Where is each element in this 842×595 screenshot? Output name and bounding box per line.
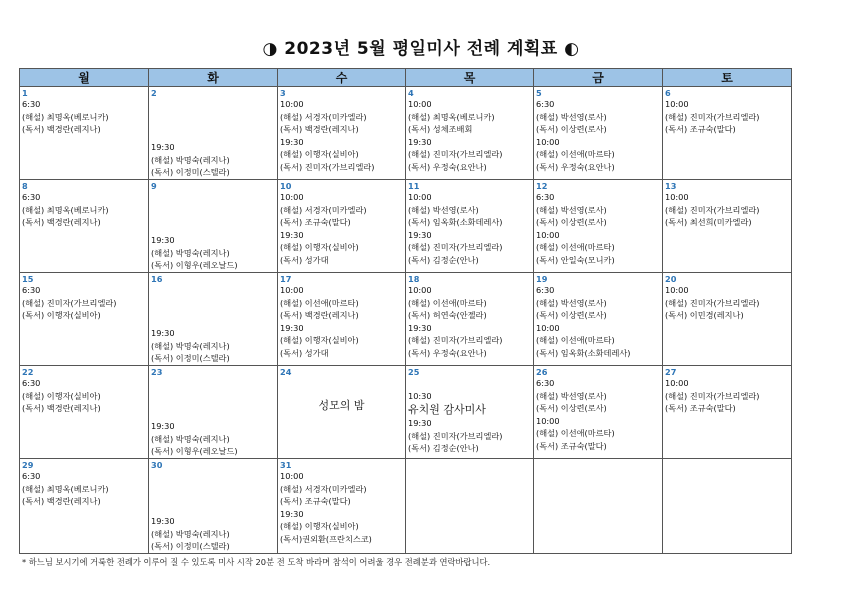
schedule-line: 10:00 [408, 285, 432, 295]
schedule-line: (해설) 박선영(로사) [536, 297, 607, 308]
day-number: 8 [22, 181, 28, 191]
day-cell [534, 273, 663, 366]
day-cell [663, 273, 792, 366]
day-number: 29 [22, 460, 34, 470]
schedule-line: (해설) 이선애(마르타) [536, 428, 615, 439]
evening-schedule [151, 141, 230, 179]
schedule-line: 10:00 [665, 192, 689, 202]
schedule-line: (독서) 이행자(실비아) [22, 310, 101, 321]
schedule-line: (독서) 이상련(로사) [536, 124, 607, 135]
schedule-line: (해설) 이행자(실비아) [280, 242, 359, 253]
day-number: 12 [536, 181, 548, 191]
schedule-line [408, 377, 531, 390]
schedule-line: (해설) 이선애(마르타) [536, 149, 615, 160]
day-cell [663, 366, 792, 459]
schedule-line: (해설) 최명옥(베로니카) [22, 483, 109, 494]
schedule-line: (독서) 이상련(로사) [536, 403, 607, 414]
schedule-line: (독서) 김정순(안나) [408, 443, 479, 454]
week-row [20, 180, 792, 273]
schedule-line: 6:30 [536, 192, 555, 202]
page-title: ◑ 2023년 5월 평일미사 전례 계획표 ◐ [262, 39, 580, 59]
day-cell [663, 87, 792, 180]
day-number: 10 [280, 181, 292, 191]
schedule-line: 19:30 [151, 516, 175, 527]
weekday-mon: 월 [20, 69, 149, 87]
schedule-line: 10:00 [280, 471, 304, 481]
day-cell [149, 273, 278, 366]
day-cell [278, 273, 406, 366]
schedule-line: (독서) 성가대 [280, 254, 329, 265]
schedule-line: (독서) 이정미(스텔라) [151, 541, 230, 552]
day-number: 19 [536, 274, 548, 284]
day-number: 2 [151, 88, 157, 98]
day-number: 31 [280, 460, 292, 470]
day-number: 26 [536, 367, 548, 377]
day-cell [406, 87, 534, 180]
schedule-line: (독서) 이형우(레오날드) [151, 260, 238, 271]
schedule-line: (독서) 성가대 [280, 347, 329, 358]
day-number: 5 [536, 88, 542, 98]
day-cell [534, 87, 663, 180]
schedule-line: (해설) 박명숙(레지나) [151, 154, 230, 165]
schedule-line: (독서) 안일숙(모니카) [536, 254, 615, 265]
day-number: 1 [22, 88, 28, 98]
schedule-line: 10:00 [536, 415, 560, 426]
schedule-line: (해설) 이행자(실비아) [280, 149, 359, 160]
day-cell [20, 459, 149, 554]
day-cell [534, 459, 663, 554]
day-cell [406, 366, 534, 459]
schedule-line: (해설) 박명숙(레지나) [151, 528, 230, 539]
schedule-line: (해설) 이행자(실비아) [280, 521, 359, 532]
day-cell [20, 366, 149, 459]
schedule-line: (해설) 진미자(가브리엘라) [665, 297, 760, 308]
schedule-line: (해설) 박선영(로사) [408, 204, 479, 215]
week-row [20, 366, 792, 459]
schedule-line: 10:00 [665, 378, 689, 388]
schedule-line: (독서) 우정숙(요안나) [536, 161, 615, 172]
weekday-tue: 화 [149, 69, 278, 87]
day-number: 18 [408, 274, 420, 284]
schedule-line: 6:30 [536, 99, 555, 109]
schedule-line: 10:00 [408, 99, 432, 109]
schedule-line: (독서)권외환(프란치스코) [280, 533, 372, 544]
schedule-line: 19:30 [280, 136, 304, 147]
schedule-line: 6:30 [22, 285, 41, 295]
schedule-line: (독서) 조규숙(말다) [665, 403, 736, 414]
schedule-line: 6:30 [536, 378, 555, 388]
schedule-line: (독서) 이민경(레지나) [665, 310, 744, 321]
day-number: 16 [151, 274, 163, 284]
schedule-line: (독서) 이형우(레오날드) [151, 446, 238, 457]
special-event: 성모의 밤 [318, 399, 365, 412]
schedule-line: (해설) 진미자(가브리엘라) [665, 204, 760, 215]
day-cell [20, 180, 149, 273]
week-row [20, 87, 792, 180]
schedule-line: (독서) 백경란(레지나) [22, 403, 101, 414]
day-number: 20 [665, 274, 677, 284]
schedule-line: (독서) 백경란(레지나) [22, 496, 101, 507]
schedule-line: (독서) 조규숙(말다) [536, 440, 607, 451]
special-event: 유치원 감사미사 [408, 403, 486, 417]
schedule-line: (독서) 이정미(스텔라) [151, 353, 230, 364]
schedule-line: (해설) 진미자(가브리엘라) [665, 111, 760, 122]
schedule-line: (해설) 박선영(로사) [536, 390, 607, 401]
day-number: 24 [280, 367, 292, 377]
schedule-line: (해설) 최명옥(베로니카) [22, 111, 109, 122]
schedule-line: (독서) 백경란(레지나) [22, 124, 101, 135]
schedule-line: (독서) 김정순(안나) [408, 254, 479, 265]
schedule-line: (독서) 진미자(가브리엘라) [280, 161, 375, 172]
schedule-line: 10:00 [280, 285, 304, 295]
schedule-line: (해설) 박선영(로사) [536, 204, 607, 215]
schedule-line: 19:30 [280, 229, 304, 240]
day-cell [20, 87, 149, 180]
schedule-line: (해설) 진미자(가브리엘라) [665, 390, 760, 401]
schedule-line: 10:00 [665, 99, 689, 109]
schedule-line: (독서) 백경란(레지나) [280, 310, 359, 321]
day-number: 6 [665, 88, 671, 98]
day-number: 23 [151, 367, 163, 377]
day-cell [406, 180, 534, 273]
day-number: 30 [151, 460, 163, 470]
evening-schedule [151, 420, 238, 458]
schedule-line: 10:00 [665, 285, 689, 295]
day-cell [406, 459, 534, 554]
schedule-line: (독서) 이정미(스텔라) [151, 167, 230, 178]
day-cell [278, 87, 406, 180]
day-number: 11 [408, 181, 420, 191]
schedule-line: (해설) 이선애(마르타) [536, 242, 615, 253]
day-number: 27 [665, 367, 677, 377]
schedule-line: 6:30 [22, 471, 41, 481]
schedule-line: (독서) 우정숙(요안나) [408, 161, 487, 172]
day-number: 22 [22, 367, 34, 377]
schedule-line: (해설) 박선영(로사) [536, 111, 607, 122]
schedule-line: (해설) 박명숙(레지나) [151, 247, 230, 258]
schedule-line: 10:00 [408, 192, 432, 202]
schedule-line: (독서) 허연숙(안젤라) [408, 310, 487, 321]
weekday-wed: 수 [278, 69, 406, 87]
schedule-line: 6:30 [22, 378, 41, 388]
day-cell [534, 180, 663, 273]
schedule-line: 6:30 [22, 99, 41, 109]
schedule-line: 19:30 [151, 421, 175, 432]
day-cell [663, 459, 792, 554]
schedule-line: 10:00 [536, 136, 560, 147]
schedule-line: (독서) 조규숙(말다) [665, 124, 736, 135]
schedule-line: (해설) 진미자(가브리엘라) [408, 430, 503, 441]
day-number: 3 [280, 88, 286, 98]
schedule-line: (해설) 진미자(가브리엘라) [408, 242, 503, 253]
day-cell [149, 366, 278, 459]
schedule-line: 19:30 [280, 508, 304, 519]
schedule-line: (독서) 임옥화(소화데레사) [408, 217, 503, 228]
schedule-line: (해설) 최명옥(베로니카) [408, 111, 495, 122]
schedule-line: 19:30 [151, 328, 175, 339]
schedule-line: (독서) 우정숙(요안나) [408, 347, 487, 358]
schedule-line: (해설) 이행자(실비아) [280, 335, 359, 346]
schedule-line: (해설) 최명옥(베로니카) [22, 204, 109, 215]
schedule-line: (독서) 조규숙(말다) [280, 496, 351, 507]
schedule-line: (해설) 이선애(마르타) [408, 297, 487, 308]
schedule-line: 19:30 [151, 142, 175, 153]
schedule-line: (독서) 성체조배회 [408, 124, 473, 135]
day-number: 17 [280, 274, 292, 284]
schedule-line: (독서) 백경란(레지나) [22, 217, 101, 228]
weekday-sat: 토 [663, 69, 792, 87]
schedule-line: 10:00 [280, 192, 304, 202]
day-cell [20, 273, 149, 366]
day-cell [149, 180, 278, 273]
day-cell [278, 366, 406, 459]
schedule-line: (해설) 박명숙(레지나) [151, 340, 230, 351]
schedule-line: (해설) 이선애(마르타) [280, 297, 359, 308]
schedule-line: 19:30 [408, 322, 432, 333]
weekday-fri: 금 [534, 69, 663, 87]
schedule-line: (해설) 진미자(가브리엘라) [408, 149, 503, 160]
day-number: 13 [665, 181, 677, 191]
weekday-thu: 목 [406, 69, 534, 87]
schedule-line: 19:30 [408, 418, 432, 429]
day-cell [406, 273, 534, 366]
schedule-line: 19:30 [408, 136, 432, 147]
schedule-line: 10:30 [408, 390, 432, 401]
schedule-line: (독서) 이상련(로사) [536, 217, 607, 228]
schedule-line: 10:00 [536, 229, 560, 240]
schedule-line: (해설) 진미자(가브리엘라) [408, 335, 503, 346]
day-cell [149, 87, 278, 180]
schedule-line: (해설) 서경자(미카엘라) [280, 483, 367, 494]
week-row [20, 459, 792, 554]
schedule-line: (독서) 임옥화(소화데레사) [536, 347, 631, 358]
schedule-line: 19:30 [151, 235, 175, 246]
day-cell [278, 459, 406, 554]
schedule-line: (독서) 백경란(레지나) [280, 124, 359, 135]
day-cell [278, 180, 406, 273]
schedule-line: 19:30 [280, 322, 304, 333]
day-number: 9 [151, 181, 157, 191]
day-number: 15 [22, 274, 34, 284]
schedule-line: 6:30 [22, 192, 41, 202]
schedule-line: (독서) 조규숙(말다) [280, 217, 351, 228]
calendar-table [19, 68, 792, 554]
day-cell [149, 459, 278, 554]
day-cell [534, 366, 663, 459]
schedule-line: (해설) 이행자(실비아) [22, 390, 101, 401]
weekday-header-row [20, 69, 792, 87]
day-number: 25 [408, 367, 420, 377]
schedule-line: 6:30 [536, 285, 555, 295]
schedule-line: 19:30 [408, 229, 432, 240]
schedule-line: 10:00 [280, 99, 304, 109]
schedule-line: (독서) 최선희(미카엘라) [665, 217, 752, 228]
evening-schedule [151, 327, 230, 365]
week-row [20, 273, 792, 366]
schedule-line: (해설) 이선애(마르타) [536, 335, 615, 346]
day-cell [663, 180, 792, 273]
schedule-line: (해설) 진미자(가브리엘라) [22, 297, 117, 308]
schedule-line: (해설) 박명숙(레지나) [151, 433, 230, 444]
schedule-line: (해설) 서경자(미카엘라) [280, 204, 367, 215]
schedule-line: 10:00 [536, 322, 560, 333]
schedule-line: (해설) 서경자(미카엘라) [280, 111, 367, 122]
footnote: * 하느님 보시기에 거룩한 전례가 이루어 질 수 있도록 미사 시작 20분 전 도착 바라며 참석이 어려울 경우 전례분과 연락바랍니다. [22, 557, 491, 567]
day-number: 4 [408, 88, 414, 98]
evening-schedule [151, 515, 230, 553]
schedule-line: (독서) 이상련(로사) [536, 310, 607, 321]
evening-schedule [151, 234, 238, 272]
